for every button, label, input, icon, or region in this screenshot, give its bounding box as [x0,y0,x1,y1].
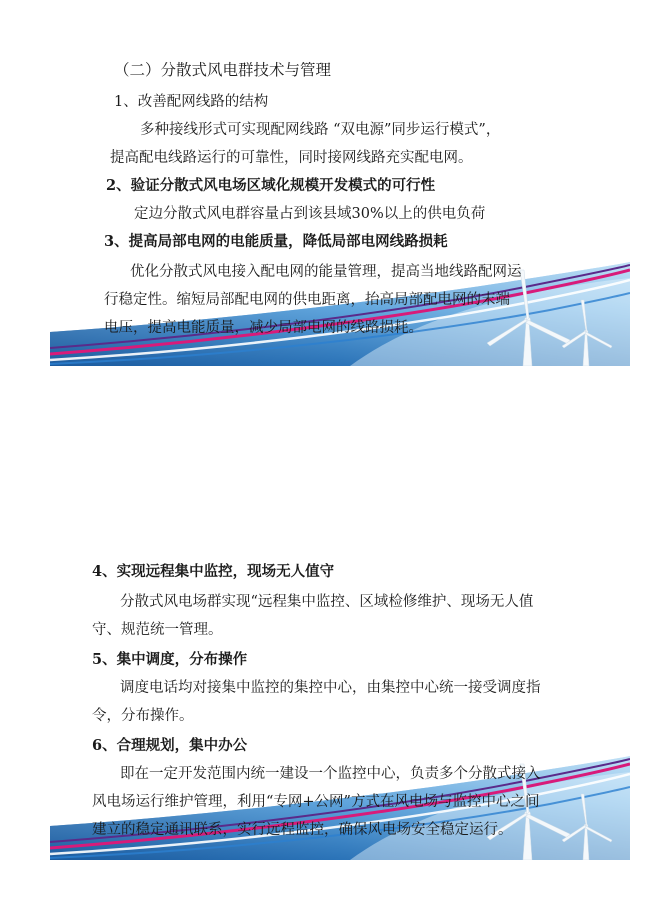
item-6-heading: 6、合理规划，集中办公 [92,737,248,754]
item-4-heading: 4、实现远程集中监控，现场无人值守 [92,563,335,580]
slide-page-2 [0,548,652,860]
item-4-line-1: 分散式风电场群实现“远程集中监控、区域检修维护、现场无人值 [120,594,534,610]
item-5-heading: 5、集中调度，分布操作 [92,651,248,668]
item-5-line-1: 调度电话均对接集中监控的集控中心，由集控中心统一接受调度指 [120,680,541,696]
item-2-heading: 2、验证分散式风电场区域化规模开发模式的可行性 [106,177,436,194]
section-title: （二）分散式风电群技术与管理 [114,61,332,79]
item-6-line-1: 即在一定开发范围内统一建设一个监控中心，负责多个分散式接入 [120,766,541,782]
item-6-line-2: 风电场运行维护管理，利用“专网+公网”方式在风电场与监控中心之间 [92,794,540,810]
slide-page-1 [0,0,652,366]
item-2-line-1: 定边分散式风电群容量占到该县域30%以上的供电负荷 [134,206,486,222]
item-1-line-2: 提高配电线路运行的可靠性，同时接网线路充实配电网。 [110,150,473,166]
item-4-line-2: 守、规范统一管理。 [92,622,223,638]
item-3-heading: 3、提高局部电网的电能质量，降低局部电网线路损耗 [104,233,448,250]
item-3-line-2: 行稳定性。缩短局部配电网的供电距离，抬高局部配电网的末端 [104,292,510,308]
item-1-heading: 1、改善配网线路的结构 [114,94,269,110]
item-5-line-2: 令，分布操作。 [92,708,194,724]
item-6-line-3: 建立的稳定通讯联系，实行远程监控，确保风电场安全稳定运行。 [92,822,513,838]
item-1-line-1: 多种接线形式可实现配网线路 “双电源”同步运行模式”， [140,122,501,138]
item-3-line-3: 电压，提高电能质量，减少局部电网的线路损耗。 [104,320,423,336]
item-3-line-1: 优化分散式风电接入配电网的能量管理，提高当地线路配网运 [130,264,522,280]
